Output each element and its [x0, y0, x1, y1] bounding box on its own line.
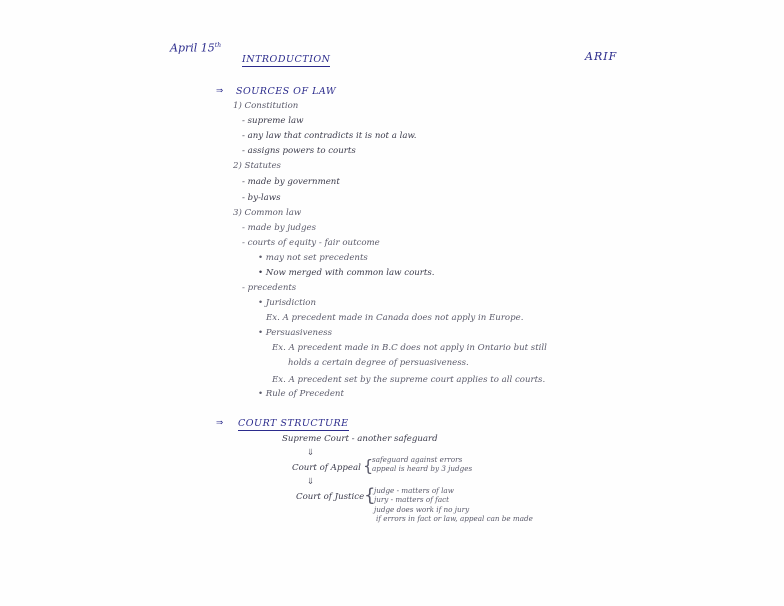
- down-arrow-2: ⇓: [307, 477, 315, 487]
- date: [170, 40, 221, 54]
- equity-point-1: • may not set precedents: [258, 253, 368, 263]
- binding-example: Ex. A precedent made in Canada does not apply in Europe.: [266, 313, 524, 323]
- common-law-item-1: - made by judges: [242, 223, 317, 233]
- constitution-item-2: - any law that contradicts it is not a law.: [242, 131, 417, 141]
- common-law-item-2: - courts of equity - fair outcome: [242, 238, 380, 248]
- justice-note-1: judge - matters of law: [374, 486, 454, 495]
- justice-note-4: if errors in fact or law, appeal can be made: [376, 514, 533, 523]
- statutes-item-2: - by-laws: [242, 193, 281, 203]
- equity-point-2: • Now merged with common law courts.: [258, 268, 435, 278]
- sources-arrow: ⇒: [216, 86, 224, 96]
- appeal-note-2: appeal is heard by 3 judges: [372, 464, 473, 473]
- persuasive-example-1: Ex. A precedent made in B.C does not apply in Ontario but still: [272, 343, 547, 353]
- persuasive-example-2: holds a certain degree of persuasiveness.: [288, 358, 469, 368]
- constitution-label: 1) Constitution: [233, 101, 299, 111]
- appeal-brace: {: [363, 456, 374, 475]
- author-name: ARIF: [585, 50, 618, 63]
- court-of-justice: Court of Justice: [296, 492, 365, 502]
- statutes-item-1: - made by government: [242, 177, 340, 187]
- justice-brace: {: [364, 485, 376, 506]
- persuasive-point: • Persuasiveness: [258, 328, 332, 338]
- supreme-court: Supreme Court - another safeguard: [282, 434, 438, 444]
- sources-heading: SOURCES OF LAW: [236, 86, 337, 97]
- page-title: INTRODUCTION: [242, 54, 331, 65]
- date-suffix: th: [214, 42, 222, 49]
- court-heading: COURT STRUCTURE: [238, 418, 349, 429]
- constitution-item-1: - supreme law: [242, 116, 304, 126]
- down-arrow-1: ⇓: [307, 448, 315, 458]
- date-text: April 15: [170, 41, 215, 55]
- binding-point: • Jurisdiction: [258, 298, 317, 308]
- rule-of-precedent: • Rule of Precedent: [258, 389, 344, 399]
- court-of-appeal: Court of Appeal: [292, 463, 361, 473]
- supreme-example: Ex. A precedent set by the supreme court applies to all courts.: [272, 375, 546, 385]
- statutes-label: 2) Statutes: [233, 161, 281, 171]
- justice-note-2: jury - matters of fact: [374, 495, 450, 504]
- court-arrow: ⇒: [216, 418, 224, 428]
- common-law-label: 3) Common law: [233, 208, 302, 218]
- constitution-item-3: - assigns powers to courts: [242, 146, 356, 156]
- appeal-note-1: safeguard against errors: [372, 455, 463, 464]
- justice-note-3: judge does work if no jury: [374, 505, 470, 514]
- precedents-label: - precedents: [242, 283, 297, 293]
